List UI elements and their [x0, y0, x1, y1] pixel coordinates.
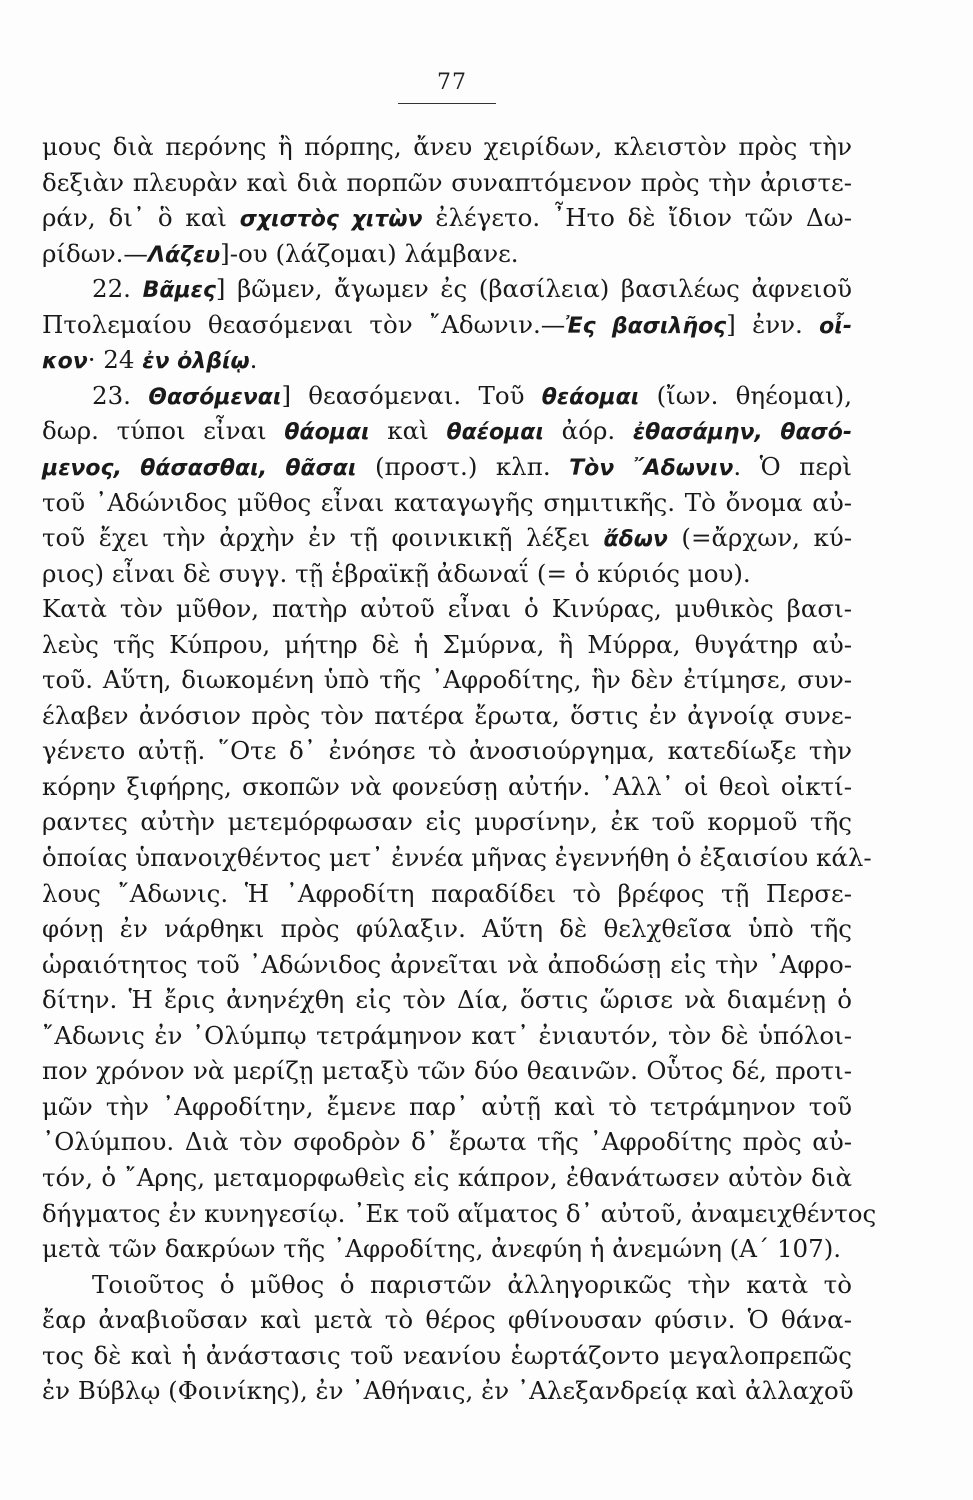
text-line — [42, 1161, 852, 1195]
bold-term: ἐθασάμην, θασό- — [632, 420, 852, 446]
text-line — [42, 1090, 852, 1124]
text-span: Τοιοῦτος ὁ μῦθος ὁ παριστῶν ἀλληγορικῶς τὴν κατὰ τὸ — [92, 1269, 852, 1299]
text-line — [42, 1374, 852, 1408]
text-line — [42, 663, 852, 697]
bold-term: Ἐς βασιλῆος — [565, 313, 727, 339]
text-span: Πτολεμαίου θεασόμεναι τὸν ῎Αδωνιν.— — [42, 309, 566, 339]
bold-term: θεάομαι — [541, 384, 640, 410]
text-span: ] ἐνν. — [726, 309, 820, 339]
text-span: μους διὰ περόνης ἢ πόρπης, ἄνευ χειρίδων, κλειστὸν πρὸς τὴν — [42, 132, 852, 161]
text-line — [42, 592, 852, 626]
text-span: τος δὲ καὶ ἡ ἀνάστασις τοῦ νεανίου ἑωρτάζοντο μεγαλοπρεπῶς — [42, 1340, 852, 1370]
text-span: · 24 — [87, 345, 143, 375]
text-span: 22. — [92, 274, 143, 304]
text-span: μετὰ τῶν δακρύων τῆς ᾿Αφροδίτης, ἀνεφύη ἡ ἀνεμώνη (Α΄ 107). — [42, 1234, 842, 1263]
text-span: δίτην. Ἡ ἔρις ἀνηνέχθη εἰς τὸν Δία, ὅστις ὥρισε νὰ διαμένῃ ὁ — [42, 985, 852, 1015]
text-span: ἀόρ. — [543, 416, 633, 446]
page-number: 77 — [437, 70, 467, 95]
text-span: . Ὁ περὶ — [733, 451, 852, 481]
bold-term: Τὸν ῎Αδωνιν — [569, 455, 734, 481]
text-span: ἔαρ ἀναβιοῦσαν καὶ μετὰ τὸ θέρος φθίνουσαν φύσιν. Ὁ θάνα- — [42, 1305, 852, 1335]
text-line — [42, 1339, 852, 1373]
text-span: γένετο αὐτῇ. ῞Οτε δ᾿ ἐνόησε τὸ ἀνοσιούργημα, κατεδίωξε τὴν — [42, 736, 852, 766]
text-line — [42, 521, 852, 555]
text-line — [42, 877, 852, 911]
text-span: ὡραιότητος τοῦ ᾿Αδώνιδος ἀρνεῖται νὰ ἀποδώσῃ εἰς τὴν ᾿Αφρο- — [42, 949, 852, 979]
text-span: λους ῎Αδωνις. Ἡ ᾿Αφροδίτη παραδίδει τὸ βρέφος τῇ Περσε- — [42, 878, 852, 908]
text-span: ]-ου (λάζομαι) λάμβανε. — [220, 238, 519, 268]
text-span: μῶν τὴν ᾿Αφροδίτην, ἔμενε παρ᾿ αὐτῇ καὶ τὸ τετράμηνον τοῦ — [42, 1091, 852, 1121]
text-span: λεὺς τῆς Κύπρου, μήτηρ δὲ ἡ Σμύρνα, ἢ Μύρρα, θυγάτηρ αὐ- — [42, 629, 852, 659]
bold-term: σχιστὸς χιτὼν — [239, 207, 423, 233]
text-line — [42, 1303, 852, 1337]
text-line — [42, 450, 852, 484]
bold-term: κον — [42, 349, 88, 375]
text-span: ριος) εἶναι δὲ συγγ. τῇ ἑβραϊκῇ ἀδωναΐ (= ὁ κύριός μου). — [42, 558, 751, 588]
text-span: ὁποίας ὑπανοιχθέντος μετ᾿ ἐννέα μῆνας ἐγεννήθη ὁ ἐξαισίου κάλ- — [42, 843, 872, 872]
text-span: τοῦ ᾿Αδώνιδος μῦθος εἶναι καταγωγῆς σημιτικῆς. Τὸ ὄνομα αὐ- — [42, 487, 852, 517]
text-span: (=ἄρχων, κύ- — [667, 523, 852, 552]
text-line — [42, 841, 872, 875]
text-line — [42, 734, 852, 768]
text-span: φόνῃ ἐν νάρθηκι πρὸς φύλαξιν. Αὕτη δὲ θελχθεῖσα ὑπὸ τῆς — [42, 914, 852, 944]
text-span: ᾿Ολύμπου. Διὰ τὸν σφοδρὸν δ᾿ ἔρωτα τῆς ᾿Αφροδίτης πρὸς αὐ- — [42, 1127, 852, 1157]
text-line — [42, 557, 852, 591]
text-span: (προστ.) κλπ. — [356, 451, 570, 481]
text-span: ραντες αὐτὴν μετεμόρφωσαν εἰς μυρσίνην, ἐκ τοῦ κορμοῦ τῆς — [42, 807, 852, 837]
text-line — [42, 770, 852, 804]
text-span: ἐν Βύβλῳ (Φοινίκης), ἐν ᾿Αθήναις, ἐν ᾿Αλεξανδρείᾳ καὶ ἀλλαχοῦ — [42, 1376, 854, 1406]
text-span: ράν, δι᾿ ὃ καὶ — [42, 203, 240, 233]
text-line — [42, 1197, 877, 1231]
bold-term: Λάζευ — [147, 242, 221, 268]
text-span: ἐλέγετο. ῏Ητο δὲ ἴδιον τῶν Δω- — [422, 203, 852, 233]
text-line — [42, 983, 852, 1017]
text-line — [42, 166, 852, 200]
text-span: καὶ — [369, 416, 447, 446]
text-line — [42, 414, 852, 448]
text-span: δωρ. τύποι εἶναι — [42, 416, 285, 446]
bold-term: ἄδων — [603, 527, 668, 552]
text-span: έλαβεν ἀνόσιον πρὸς τὸν πατέρα ἔρωτα, ὅστις ἐν ἀγνοίᾳ συνε- — [42, 700, 852, 730]
bold-term: θαέομαι — [446, 420, 544, 446]
text-line — [42, 805, 852, 839]
text-line — [42, 1232, 852, 1266]
text-span: πον χρόνον νὰ μερίζῃ μεταξὺ τῶν δύο θεαινῶν. Οὗτος δέ, προτι- — [42, 1056, 852, 1086]
text-line — [92, 379, 852, 413]
text-span: τόν, ὁ ῎Αρης, μεταμορφωθεὶς εἰς κάπρον, ἐθανάτωσεν αὐτὸν διὰ — [42, 1162, 852, 1192]
text-line — [42, 308, 852, 342]
text-span: τοῦ ἔχει τὴν ἀρχὴν ἐν τῇ φοινικικῇ λέξει — [42, 523, 604, 552]
bold-term: οἶ- — [819, 313, 852, 339]
text-span: 23. — [92, 380, 149, 410]
bold-term: θάομαι — [284, 420, 370, 446]
text-line — [92, 1268, 852, 1302]
text-span: ] θεασόμεναι. Τοῦ — [281, 380, 542, 410]
text-line — [42, 912, 852, 946]
text-span: ] βῶμεν, ἄγωμεν ἐς (βασίλεια) βασιλέως ἀφνειοῦ — [215, 274, 852, 304]
text-span: ρίδων.— — [42, 238, 148, 268]
text-span: Κατὰ τὸν μῦθον, πατὴρ αὐτοῦ εἶναι ὁ Κινύρας, μυθικὸς βασι- — [42, 594, 852, 624]
bold-term: ἐν ὀλβίῳ — [142, 349, 250, 375]
text-line — [42, 628, 852, 662]
text-span: κόρην ξιφήρης, σκοπῶν νὰ φονεύσῃ αὐτήν. ᾿Αλλ᾿ οἱ θεοὶ οἰκτί- — [42, 771, 852, 801]
text-line — [42, 1054, 852, 1088]
text-span: . — [249, 345, 258, 375]
text-line — [42, 1125, 852, 1159]
bold-term: μενος, θάσασθαι, θᾶσαι — [42, 455, 357, 481]
text-line — [42, 201, 852, 235]
text-span: (ἴων. θηέομαι), — [639, 380, 852, 410]
text-line — [42, 343, 852, 377]
text-line — [42, 948, 852, 982]
text-span: τοῦ. Αὕτη, διωκομένη ὑπὸ τῆς ᾿Αφροδίτης, ἣν δὲν ἐτίμησε, συν- — [42, 665, 852, 695]
text-line — [92, 272, 852, 306]
text-line — [42, 237, 852, 271]
text-span: ῎Αδωνις ἐν ᾿Ολύμπῳ τετράμηνον κατ᾿ ἐνιαυτόν, τὸν δὲ ὑπόλοι- — [42, 1020, 852, 1050]
text-line — [42, 699, 852, 733]
text-span: δεξιὰν πλευρὰν καὶ διὰ πορπῶν συναπτόμενον πρὸς τὴν ἀριστε- — [42, 167, 852, 197]
text-span: δήγματος ἐν κυνηγεσίῳ. ᾿Εκ τοῦ αἵματος δ᾿ αὐτοῦ, ἀναμειχθέντος — [42, 1198, 877, 1228]
bold-term: Βᾶμες — [142, 278, 216, 304]
bold-term: Θασόμεναι — [148, 384, 282, 410]
text-line — [42, 1019, 852, 1053]
text-line — [42, 130, 852, 164]
text-line — [42, 486, 852, 520]
